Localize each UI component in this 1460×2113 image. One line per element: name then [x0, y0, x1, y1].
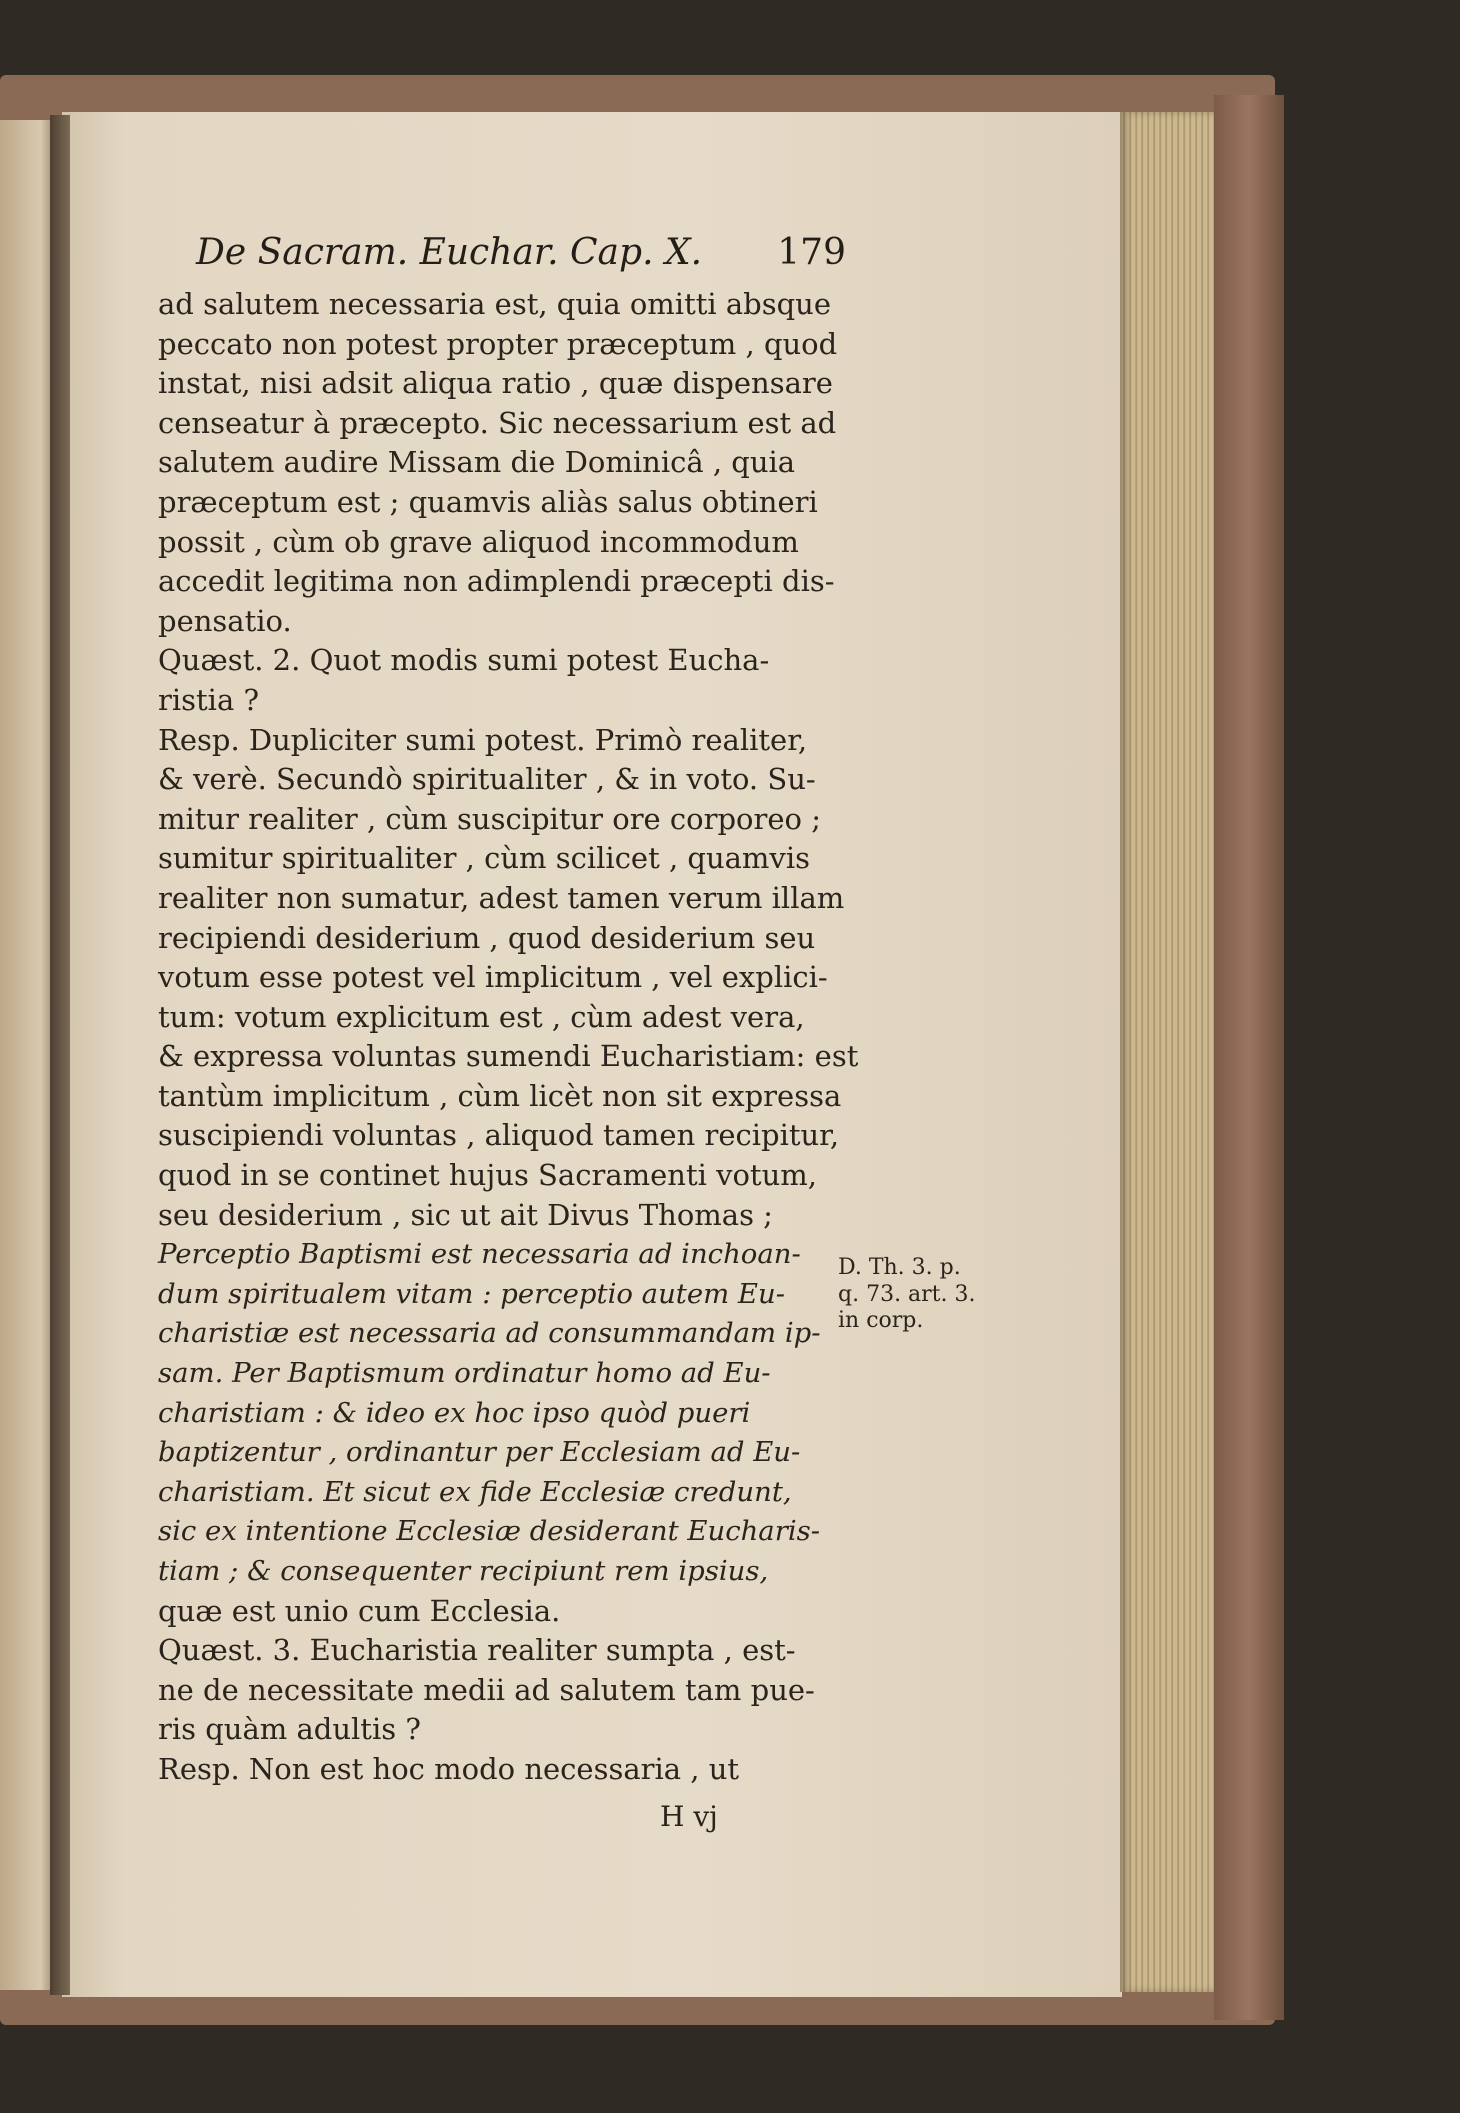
page-gutter — [50, 115, 70, 1995]
text-line: ris quàm adultis ? — [158, 1712, 421, 1747]
text-line: seu desiderium , sic ut ait Divus Thomas ; — [158, 1197, 773, 1232]
text-line: suscipiendi voluntas , aliquod tamen recipitur, — [158, 1118, 840, 1153]
text-line: tum: votum explicitum est , cùm adest vera, — [158, 999, 805, 1034]
text-line: tiam ; & consequenter recipiunt rem ipsius, — [158, 1555, 769, 1587]
text-line: & expressa voluntas sumendi Eucharistiam: est — [158, 1039, 859, 1074]
text-line: charistiam. Et sicut ex fide Ecclesiæ credunt, — [158, 1475, 792, 1508]
text-line: ne de necessitate medii ad salutem tam pue- — [158, 1672, 815, 1707]
margin-note-line: D. Th. 3. p. — [838, 1255, 961, 1280]
text-line: dum spiritualem vitam : perceptio autem Eu- — [158, 1277, 786, 1310]
signature-mark: H vj — [660, 1800, 718, 1833]
text-line: instat, nisi adsit aliqua ratio , quæ dispensare — [158, 366, 833, 401]
text-line: Perceptio Baptismi est necessaria ad inchoan- — [158, 1238, 801, 1271]
text-line: peccato non potest propter præceptum , quod — [158, 326, 838, 361]
text-line: censeatur à præcepto. Sic necessarium est ad — [158, 405, 837, 440]
running-head — [196, 232, 846, 273]
text-line: sumitur spiritualiter , cùm scilicet , quamvis — [158, 841, 810, 876]
text-line: Resp. Non est hoc modo necessaria , ut — [158, 1751, 740, 1786]
text-line: votum esse potest vel implicitum , vel explici- — [158, 960, 828, 995]
text-line: sam. Per Baptismum ordinatur homo ad Eu- — [158, 1357, 771, 1390]
text-line: quæ est unio cum Ecclesia. — [158, 1593, 561, 1628]
text-line: recipiendi desiderium , quod desiderium seu — [158, 920, 816, 955]
text-line: realiter non sumatur, adest tamen verum illam — [158, 880, 845, 915]
text-line: præceptum est ; quamvis aliàs salus obtineri — [158, 484, 818, 519]
margin-note — [838, 1255, 1068, 1335]
body-text — [158, 285, 859, 1790]
text-line: Quæst. 3. Eucharistia realiter sumpta , est- — [158, 1633, 796, 1668]
text-line: ad salutem necessaria est, quia omitti absque — [158, 287, 832, 321]
text-line: Quæst. 2. Quot modis sumi potest Eucha- — [158, 643, 770, 678]
text-line: pensatio. — [158, 603, 292, 638]
page-number: 179 — [777, 232, 846, 273]
text-line: charistiam : & ideo ex hoc ipso quòd pueri — [158, 1396, 751, 1429]
margin-note-line: in corp. — [838, 1308, 924, 1333]
text-line: tantùm implicitum , cùm licèt non sit expressa — [158, 1078, 842, 1113]
page-edges — [1120, 112, 1216, 1992]
text-line: Resp. Dupliciter sumi potest. Primò realiter, — [158, 722, 808, 757]
text-line: baptizentur , ordinantur per Ecclesiam ad Eu- — [158, 1436, 801, 1469]
text-line: sic ex intentione Ecclesiæ desiderant Eucharis- — [158, 1515, 821, 1548]
text-line: mitur realiter , cùm suscipitur ore corporeo ; — [158, 801, 821, 836]
margin-note-line: q. 73. art. 3. — [838, 1281, 976, 1307]
running-title: De Sacram. Euchar. Cap. X. — [196, 232, 703, 273]
text-line: accedit legitima non adimplendi præcepti dis- — [158, 564, 835, 599]
text-line: charistiæ est necessaria ad consummandam ip- — [158, 1317, 821, 1350]
text-line: quod in se continet hujus Sacramenti votum, — [158, 1158, 817, 1193]
text-line: salutem audire Missam die Dominicâ , quia — [158, 445, 796, 480]
text-line: & verè. Secundò spiritualiter , & in voto. Su- — [158, 762, 816, 797]
text-line: ristia ? — [158, 682, 260, 717]
text-line: possit , cùm ob grave aliquod incommodum — [158, 524, 799, 559]
cover-edge — [1214, 95, 1284, 2020]
